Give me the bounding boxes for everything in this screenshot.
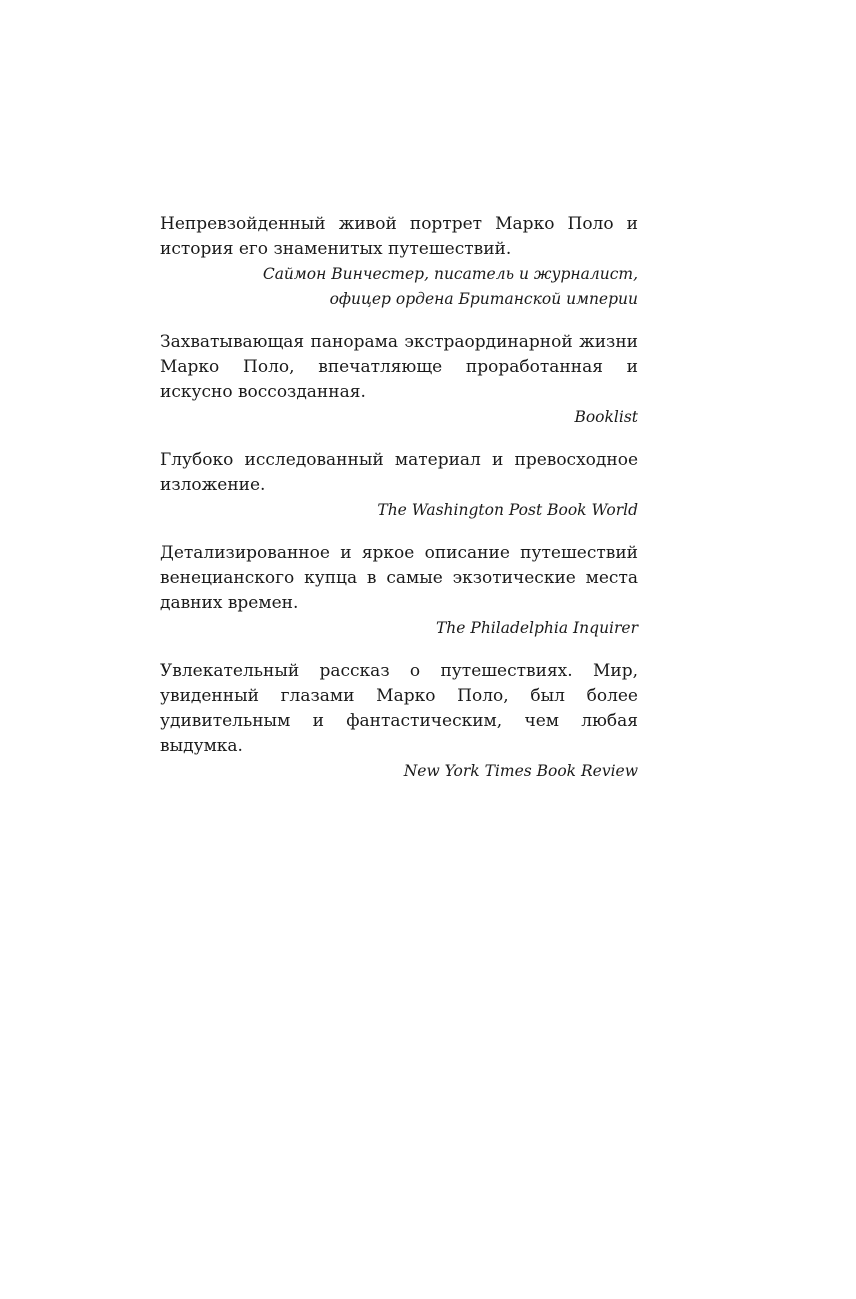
attribution-line: The Washington Post Book World xyxy=(377,501,638,519)
blurb-attribution xyxy=(160,405,638,430)
blurb-quote: Непревзойденный живой портрет Марко Поло и история его знаменитых путешествий. xyxy=(160,214,638,259)
blurb-quote: Захватывающая панорама экстраординарной жизни Марко Поло, впечатляюще проработанная и искусно воссозданная. xyxy=(160,332,638,402)
blurb-quote: Увлекательный рассказ о путешествиях. Мир, увиденный глазами Марко Поло, был более удивительным и фантастическим, чем любая выдумка. xyxy=(160,661,638,756)
blurb-attribution xyxy=(160,759,638,784)
blurb-attribution xyxy=(160,616,638,641)
blurb-quote: Глубоко исследованный материал и превосходное изложение. xyxy=(160,450,638,495)
blurb xyxy=(160,541,638,641)
blurb xyxy=(160,659,638,784)
blurb xyxy=(160,330,638,430)
attribution-line: Саймон Винчестер, писатель и журналист, xyxy=(262,265,638,283)
blurb xyxy=(160,212,638,312)
attribution-line: офицер ордена Британской империи xyxy=(329,290,638,308)
blurb-quote: Детализированное и яркое описание путешествий венецианского купца в самые экзотические места давних времен. xyxy=(160,543,638,613)
blurb xyxy=(160,448,638,523)
blurbs-page xyxy=(160,212,638,802)
blurb-attribution xyxy=(160,498,638,523)
attribution-line: New York Times Book Review xyxy=(403,762,638,780)
attribution-line: The Philadelphia Inquirer xyxy=(435,619,638,637)
attribution-line: Booklist xyxy=(574,408,638,426)
blurb-attribution xyxy=(160,262,638,312)
